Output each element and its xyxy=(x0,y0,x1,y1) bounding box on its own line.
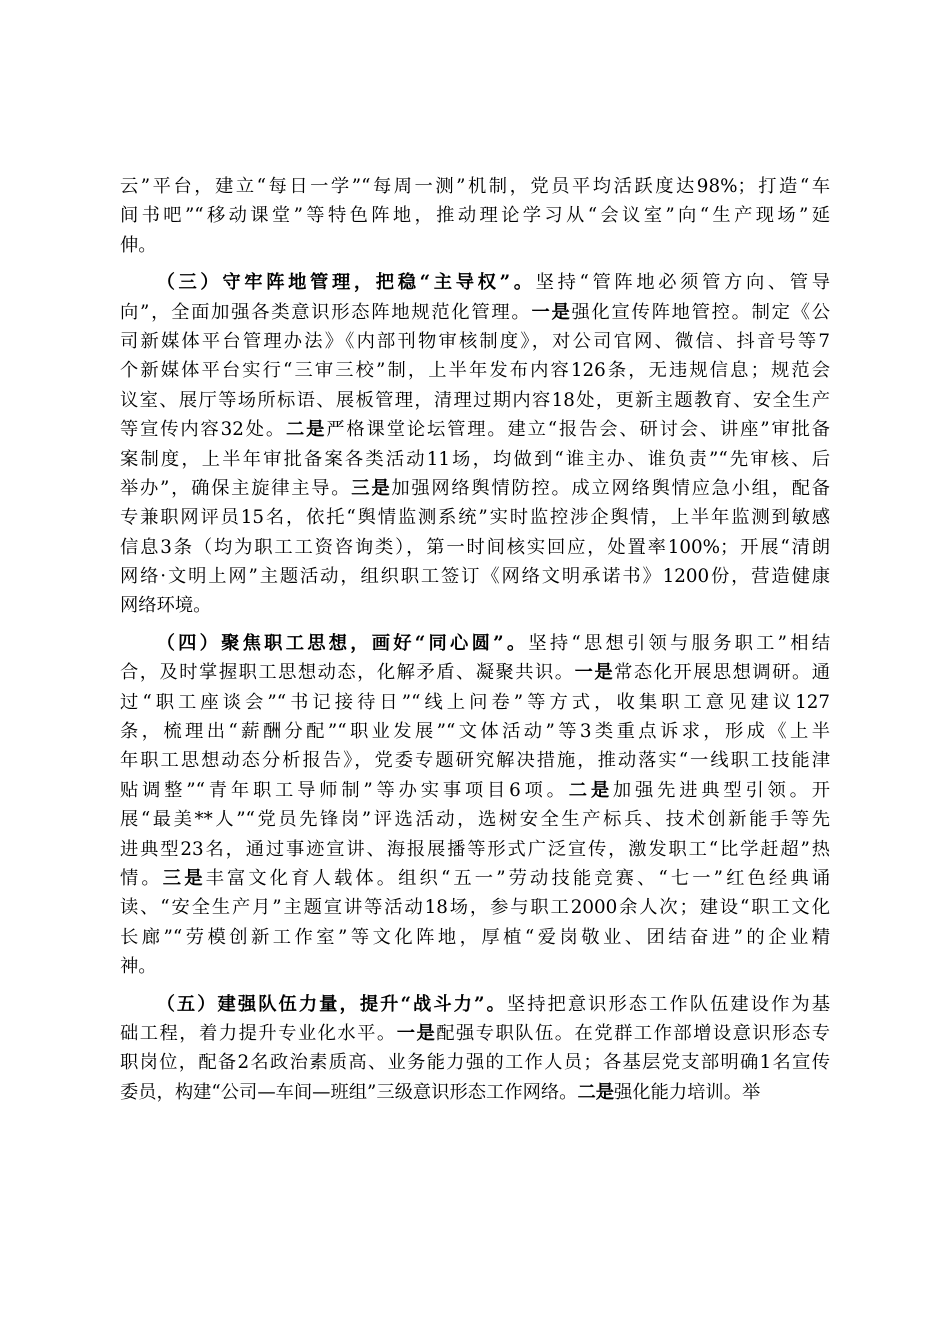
bold-text: 三是 xyxy=(162,867,206,889)
text-line xyxy=(120,415,830,444)
text-line xyxy=(120,990,830,1019)
bold-text: （四）聚焦职工思想，画好“同心圆”。 xyxy=(156,632,529,654)
text-line xyxy=(120,201,830,230)
body-text: 情。 xyxy=(120,867,163,889)
paragraph xyxy=(120,268,830,621)
body-text: 丰富文化育人载体。组织“五一”劳动技能竞赛、“七一”红色经典诵 xyxy=(205,867,830,889)
text-line xyxy=(120,503,830,532)
bold-text: 二是 xyxy=(577,1081,615,1103)
text-line xyxy=(120,445,830,474)
body-text: 间书吧”“移动课堂”等特色阵地，推动理论学习从“会议室”向“生产现场”延 xyxy=(120,205,830,227)
body-text: 举办”，确保主旋律主导。 xyxy=(120,477,352,499)
bold-text: （三）守牢阵地管理，把稳“主导权”。 xyxy=(156,272,536,294)
body-text: 严格课堂论坛管理。建立“报告会、研讨会、讲座”审批备 xyxy=(326,419,830,441)
body-text: 个新媒体平台实行“三审三校”制，上半年发布内容126条，无违规信息；规范会 xyxy=(120,360,830,382)
bold-text: 一是 xyxy=(396,1022,437,1044)
body-text: 网络环境。 xyxy=(120,595,212,617)
text-line xyxy=(120,1078,830,1107)
bold-text: 三是 xyxy=(351,477,392,499)
text-line xyxy=(120,356,830,385)
body-text: 职岗位，配备2名政治素质高、业务能力强的工作人员；各基层党支部明确1名宣传 xyxy=(120,1052,830,1074)
text-line xyxy=(120,805,830,834)
body-text: 神。 xyxy=(120,956,157,978)
body-text: 坚持“思想引领与服务职工”相结 xyxy=(528,632,830,654)
bold-text: 一是 xyxy=(574,662,615,684)
body-text: 条，梳理出“薪酬分配”“职业发展”“文体活动”等3类重点诉求，形成《上半 xyxy=(120,721,830,743)
body-text: 向”，全面加强各类意识形态阵地规范化管理。 xyxy=(120,301,532,323)
paragraph-spacer xyxy=(120,982,830,990)
body-text: 信息3条（均为职工工资咨询类），第一时间核实回应，处置率100%；开展“清朗 xyxy=(120,536,830,558)
paragraph-spacer xyxy=(120,621,830,629)
text-line xyxy=(120,688,830,717)
body-text: 贴调整”“青年职工导师制”等办实事项目6项。 xyxy=(120,779,569,801)
bold-text: 二是 xyxy=(286,419,327,441)
body-text: 进典型23名，通过事迹宣讲、海报展播等形式广泛宣传，激发职工“比学赶超”热 xyxy=(120,838,830,860)
bold-text: 一是 xyxy=(531,301,572,323)
text-line xyxy=(120,172,830,201)
text-line xyxy=(120,591,830,620)
text-line xyxy=(120,835,830,864)
text-line xyxy=(120,746,830,775)
body-text: 合，及时掌握职工思想动态，化解矛盾、凝聚共识。 xyxy=(120,662,575,684)
paragraph-spacer xyxy=(120,260,830,268)
body-text: 常态化开展思想调研。通 xyxy=(614,662,830,684)
paragraph xyxy=(120,629,830,982)
bold-text: 二是 xyxy=(568,779,613,801)
text-line xyxy=(120,1048,830,1077)
body-text: 司新媒体平台管理办法》《内部刊物审核制度》，对公司官网、微信、抖音号等7 xyxy=(120,330,830,352)
body-text: 配强专职队伍。在党群工作部增设意识形态专 xyxy=(436,1022,830,1044)
bold-text: （五）建强队伍力量，提升“战斗力”。 xyxy=(156,993,507,1015)
paragraph xyxy=(120,172,830,260)
text-line xyxy=(120,776,830,805)
paragraph xyxy=(120,990,830,1108)
text-line xyxy=(120,327,830,356)
text-line xyxy=(120,231,830,260)
body-text: 坚持把意识形态工作队伍建设作为基 xyxy=(506,993,830,1015)
body-text: 云”平台，建立“每日一学”“每周一测”机制，党员平均活跃度达98%；打造“车 xyxy=(120,176,830,197)
text-line xyxy=(120,923,830,952)
text-line xyxy=(120,268,830,297)
body-text: 强化能力培训。举 xyxy=(614,1081,761,1103)
body-text: 读、“安全生产月”主题宣讲等活动18场，参与职工2000余人次；建设“职工文化 xyxy=(120,897,830,919)
body-text: 加强先进典型引领。开 xyxy=(612,779,830,801)
text-line xyxy=(120,474,830,503)
text-line xyxy=(120,562,830,591)
text-line xyxy=(120,533,830,562)
body-text: 年职工思想动态分析报告》，党委专题研究解决措施，推动落实“一线职工技能津 xyxy=(120,750,830,772)
body-text: 等宣传内容32处。 xyxy=(120,419,287,441)
body-text: 长廊”“劳模创新工作室”等文化阵地，厚植“爱岗敬业、团结奋进”的企业精 xyxy=(120,926,830,948)
body-text: 加强网络舆情防控。成立网络舆情应急小组，配备 xyxy=(391,477,830,499)
body-text: 过“职工座谈会”“书记接待日”“线上问卷”等方式，收集职工意见建议127 xyxy=(120,691,830,713)
body-text: 议室、展厅等场所标语、展板管理，清理过期内容18处，更新主题教育、安全生产 xyxy=(120,389,830,411)
text-line xyxy=(120,298,830,327)
text-line xyxy=(120,717,830,746)
text-line xyxy=(120,952,830,981)
body-text: 网络·文明上网”主题活动，组织职工签订《网络文明承诺书》1200份，营造健康 xyxy=(120,566,830,588)
body-text: 伸。 xyxy=(120,234,157,256)
body-text: 展“最美**人”“党员先锋岗”评选活动，选树安全生产标兵、技术创新能手等先 xyxy=(120,809,830,831)
body-text: 案制度，上半年审批备案各类活动11场，均做到“谁主办、谁负责”“先审核、后 xyxy=(120,448,830,470)
body-text: 专兼职网评员15名，依托“舆情监测系统”实时监控涉企舆情，上半年监测到敏感 xyxy=(120,507,830,529)
body-text: 委员，构建“公司—车间—班组”三级意识形态工作网络。 xyxy=(120,1081,578,1103)
text-line xyxy=(120,893,830,922)
body-text: 坚持“管阵地必须管方向、管导 xyxy=(535,272,830,294)
text-line xyxy=(120,864,830,893)
text-line xyxy=(120,386,830,415)
text-line xyxy=(120,658,830,687)
body-text: 强化宣传阵地管控。制定《公 xyxy=(571,301,830,323)
text-line xyxy=(120,1019,830,1048)
body-text: 础工程，着力提升专业化水平。 xyxy=(120,1022,397,1044)
text-line xyxy=(120,629,830,658)
